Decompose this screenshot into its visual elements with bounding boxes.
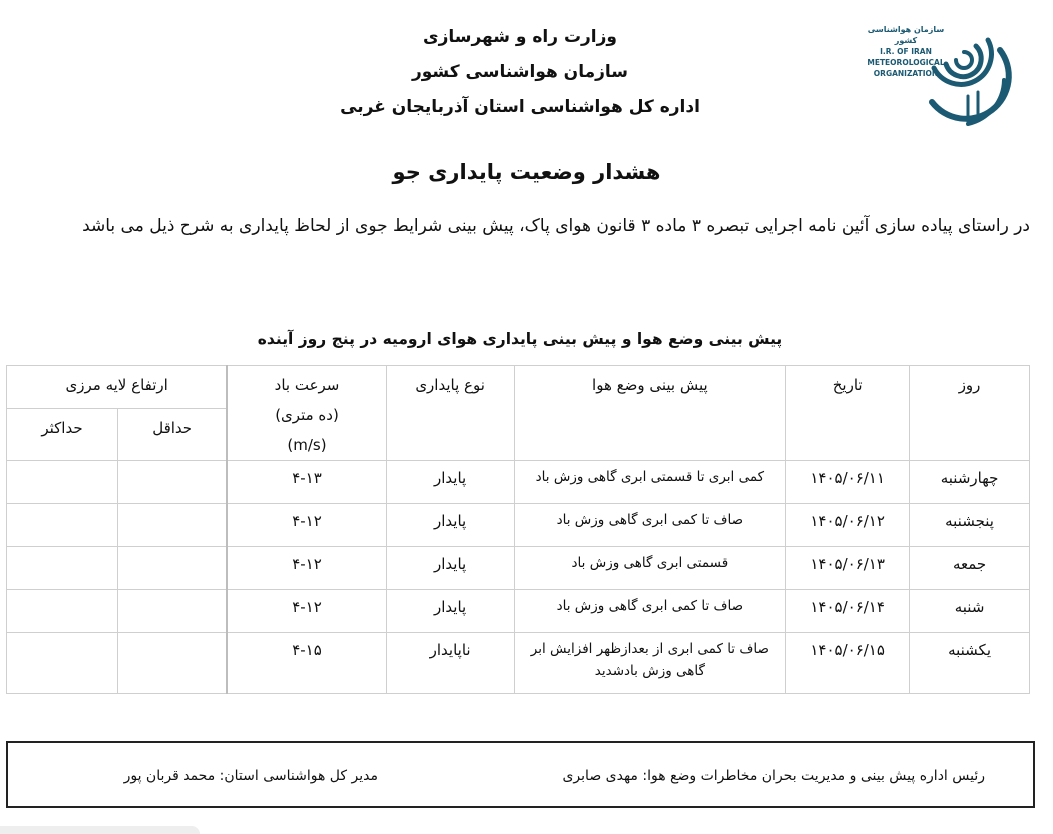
logo-text-en2: METEOROLOGICAL <box>867 58 945 67</box>
cell-min <box>117 504 227 547</box>
cell-date: ۱۴۰۵/۰۶/۱۱ <box>786 461 910 504</box>
cell-date: ۱۴۰۵/۰۶/۱۲ <box>786 504 910 547</box>
cell-weather-line1: صاف تا کمی ابری از بعدازظهر افزایش ابر <box>530 641 769 657</box>
organization-name: سازمان هواشناسی کشور <box>411 62 628 82</box>
cell-max <box>7 547 118 590</box>
cell-weather <box>514 633 786 694</box>
director-general-signature: مدیر کل هواشناسی استان: محمد قربان پور <box>123 768 378 784</box>
header-wind-speed <box>227 366 386 461</box>
page-edge-shadow <box>0 826 200 834</box>
cell-weather: صاف تا کمی ابری گاهی وزش باد <box>514 504 786 547</box>
cell-date: ۱۴۰۵/۰۶/۱۳ <box>786 547 910 590</box>
header-wind-line2: (ده متری) <box>275 406 339 424</box>
cell-stability: پایدار <box>386 461 514 504</box>
cell-min <box>117 461 227 504</box>
cell-max <box>7 590 118 633</box>
forecast-table <box>6 365 1030 694</box>
header-weather: پیش بینی وضع هوا <box>514 366 786 461</box>
header-max: حداکثر <box>7 409 118 461</box>
ministry-name: وزارت راه و شهرسازی <box>422 27 617 47</box>
forecast-head-signature: رئیس اداره پیش بینی و مدیریت بحران مخاطرات وضع هوا: مهدی صابری <box>562 768 985 784</box>
cell-stability: پایدار <box>386 590 514 633</box>
cell-min <box>117 633 227 694</box>
table-header-row <box>7 366 1030 409</box>
cell-weather-line2: گاهی وزش بادشدید <box>594 663 705 679</box>
cell-date: ۱۴۰۵/۰۶/۱۴ <box>786 590 910 633</box>
table-row <box>7 504 1030 547</box>
header-min: حداقل <box>117 409 227 461</box>
cell-weather: کمی ابری تا قسمتی ابری گاهی وزش باد <box>514 461 786 504</box>
cell-min <box>117 547 227 590</box>
cell-day: شنبه <box>910 590 1030 633</box>
cell-weather: صاف تا کمی ابری گاهی وزش باد <box>514 590 786 633</box>
cell-max <box>7 461 118 504</box>
spiral-emblem-icon <box>856 20 1016 135</box>
table-row <box>7 461 1030 504</box>
cell-max <box>7 633 118 694</box>
cell-wind: ۴-۱۲ <box>227 590 386 633</box>
header-date: تاریخ <box>786 366 910 461</box>
cell-date: ۱۴۰۵/۰۶/۱۵ <box>786 633 910 694</box>
cell-stability: ناپایدار <box>386 633 514 694</box>
cell-min <box>117 590 227 633</box>
cell-wind: ۴-۱۳ <box>227 461 386 504</box>
header-stability: نوع پایداری <box>386 366 514 461</box>
signature-box <box>6 741 1035 808</box>
cell-stability: پایدار <box>386 547 514 590</box>
table-row <box>7 633 1030 694</box>
table-row <box>7 547 1030 590</box>
document-title: هشدار وضعیت پایداری جو <box>392 160 661 184</box>
provincial-office-name: اداره کل هواشناسی استان آذربایجان غربی <box>340 97 700 117</box>
cell-max <box>7 504 118 547</box>
cell-stability: پایدار <box>386 504 514 547</box>
meteorological-organization-logo <box>856 20 1016 135</box>
logo-text-en3: ORGANIZATION <box>873 69 939 78</box>
logo-text-fa: سازمان هواشناسی کشور <box>867 25 945 45</box>
table-row <box>7 590 1030 633</box>
header-wind-line3: (m/s) <box>287 436 327 454</box>
logo-text-en1: I.R. OF IRAN <box>880 47 932 56</box>
cell-weather: قسمتی ابری گاهی وزش باد <box>514 547 786 590</box>
header-boundary-layer: ارتفاع لایه مرزی <box>7 366 228 409</box>
cell-wind: ۴-۱۵ <box>227 633 386 694</box>
cell-day: چهارشنبه <box>910 461 1030 504</box>
cell-wind: ۴-۱۲ <box>227 547 386 590</box>
table-caption: پیش بینی وضع هوا و پیش بینی پایداری هوای ارومیه در پنج روز آینده <box>257 330 783 348</box>
letterhead <box>300 20 740 125</box>
cell-wind: ۴-۱۲ <box>227 504 386 547</box>
header-wind-line1: سرعت باد <box>274 376 340 394</box>
header-day: روز <box>910 366 1030 461</box>
cell-day: جمعه <box>910 547 1030 590</box>
cell-day: یکشنبه <box>910 633 1030 694</box>
cell-day: پنجشنبه <box>910 504 1030 547</box>
intro-paragraph: در راستای پیاده سازی آئین نامه اجرایی تبصره ۳ ماده ۳ قانون هوای پاک، پیش بینی شرایط جوی از لحاظ پایداری به شرح ذیل می باشد <box>82 216 1030 236</box>
